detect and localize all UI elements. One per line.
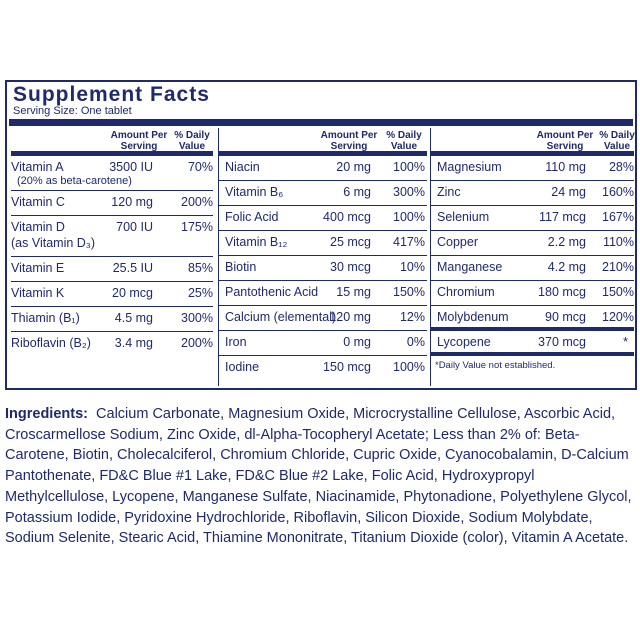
nutrient-row	[219, 156, 427, 181]
nutrient-row	[219, 231, 427, 256]
nutrient-row	[219, 331, 427, 356]
footnote: *Daily Value not established.	[435, 360, 556, 371]
nutrient-amount: 150 mcg	[323, 360, 371, 374]
dv-header: % Daily Value	[599, 130, 635, 152]
nutrient-row	[431, 231, 634, 256]
dv-header: % Daily Value	[386, 130, 422, 152]
nutrient-name: Vitamin B₆	[225, 185, 284, 199]
nutrient-dv: 70%	[187, 160, 213, 174]
nutrient-name: Lycopene	[437, 335, 491, 349]
nutrient-amount: 400 mcg	[323, 210, 371, 224]
ingredients-label: Ingredients:	[5, 406, 88, 422]
nutrient-name: Vitamin D	[11, 220, 65, 234]
nutrient-dv: 160%	[602, 185, 634, 199]
supplement-facts-panel	[5, 80, 637, 390]
nutrient-name: Folic Acid	[225, 210, 279, 224]
nutrient-row	[219, 306, 427, 331]
nutrient-amount: 24 mg	[551, 185, 586, 199]
nutrient-dv: 200%	[181, 336, 213, 350]
nutrient-name: Vitamin B₁₂	[225, 235, 288, 249]
nutrient-name: Niacin	[225, 160, 260, 174]
nutrient-row	[11, 307, 213, 332]
nutrient-name: Vitamin E	[11, 261, 65, 275]
nutrient-amount: 4.5 mg	[114, 311, 153, 325]
nutrient-amount: 25 mcg	[330, 235, 371, 249]
nutrient-row	[431, 181, 634, 206]
nutrient-note: (20% as beta-carotene)	[17, 175, 132, 187]
serving-size: Serving Size: One tablet	[13, 105, 132, 117]
nutrient-dv: 100%	[393, 210, 425, 224]
nutrient-row	[11, 257, 213, 282]
nutrient-name: Riboflavin (B₂)	[11, 336, 91, 350]
nutrient-amount: 117 mcg	[538, 210, 586, 224]
nutrient-amount: 180 mcg	[538, 285, 586, 299]
nutrient-row	[431, 306, 634, 331]
nutrient-dv: 100%	[393, 360, 425, 374]
dv-header: % Daily Value	[174, 130, 210, 152]
nutrient-row	[11, 282, 213, 307]
nutrient-amount: 120 mg	[111, 195, 153, 209]
nutrient-row	[11, 156, 213, 191]
nutrient-dv: 100%	[393, 160, 425, 174]
nutrient-dv: 25%	[187, 286, 213, 300]
nutrient-amount: 3500 IU	[109, 160, 153, 174]
column-header	[219, 128, 427, 156]
nutrient-dv: 10%	[399, 260, 425, 274]
nutrient-name: Selenium	[437, 210, 490, 224]
nutrient-dv: 28%	[608, 160, 634, 174]
nutrient-dv: 175%	[181, 220, 213, 234]
facts-column-3	[430, 128, 634, 386]
nutrient-name: Iron	[225, 335, 247, 349]
nutrient-row	[11, 332, 213, 357]
nutrient-row	[219, 206, 427, 231]
nutrient-dv: 12%	[399, 310, 425, 324]
nutrient-amount: 20 mg	[336, 160, 371, 174]
nutrient-dv: 110%	[602, 235, 634, 249]
nutrient-dv: 210%	[602, 260, 634, 274]
amount-header: Amount Per Serving	[536, 130, 594, 152]
nutrient-dv: 150%	[393, 285, 425, 299]
nutrient-amount: 6 mg	[343, 185, 371, 199]
nutrient-name: Vitamin C	[11, 195, 65, 209]
column-header	[11, 128, 213, 156]
nutrient-row	[431, 156, 634, 181]
nutrient-name: Pantothenic Acid	[225, 285, 319, 299]
nutrient-name: Magnesium	[437, 160, 502, 174]
nutrient-amount: 370 mcg	[538, 335, 586, 349]
nutrient-amount: 3.4 mg	[114, 336, 153, 350]
nutrient-name: Vitamin K	[11, 286, 65, 300]
nutrient-dv: 120%	[602, 310, 634, 324]
nutrient-amount: 120 mg	[329, 310, 371, 324]
nutrient-amount: 15 mg	[336, 285, 371, 299]
nutrient-row	[11, 191, 213, 216]
nutrient-name: Manganese	[437, 260, 503, 274]
facts-title: Supplement Facts	[13, 83, 210, 106]
nutrient-name: Zinc	[437, 185, 461, 199]
nutrient-amount: 25.5 IU	[112, 261, 153, 275]
facts-column-1	[11, 128, 213, 386]
nutrient-dv: 300%	[393, 185, 425, 199]
nutrient-name: Molybdenum	[437, 310, 509, 324]
nutrient-dv: 417%	[393, 235, 425, 249]
nutrient-amount: 90 mcg	[545, 310, 586, 324]
nutrient-amount: 4.2 mg	[547, 260, 586, 274]
nutrient-dv: 150%	[602, 285, 634, 299]
ingredients-text: Calcium Carbonate, Magnesium Oxide, Microcrystalline Cellulose, Ascorbic Acid, Croscarmellose Sodium, Zinc Oxide, dl-Alpha-Tocopheryl Acetate; Less than 2% of: Beta-Carotene, Biotin, Cholecalciferol, Chromium Chloride, Cupric Oxide, Cyanocobalamin, D-Calcium Pantothenate, FD&C Blue #1 Lake, FD&C Blue #2 Lake, Folic Acid, Hydroxypropyl Methylcellulose, Lycopene, Manganese Sulfate, Niacinamide, Phytonadione, Polyethylene Glycol, Potassium Iodide, Pyridoxine Hydrochloride, Riboflavin, Silicon Dioxide, Sodium Molybdate, Sodium Selenite, Stearic Acid, Thiamine Mononitrate, Titanium Dioxide (color), Vitamin A Acetate.	[5, 406, 632, 547]
nutrient-amount: 700 IU	[116, 220, 153, 234]
nutrient-row	[431, 206, 634, 231]
nutrient-note: (as Vitamin D₃)	[11, 236, 96, 250]
nutrient-row	[431, 281, 634, 306]
nutrient-amount: 0 mg	[343, 335, 371, 349]
nutrient-row	[11, 216, 213, 257]
column-header	[431, 128, 634, 156]
nutrient-row	[219, 281, 427, 306]
nutrient-row	[219, 181, 427, 206]
nutrient-amount: 2.2 mg	[547, 235, 586, 249]
amount-header: Amount Per Serving	[320, 130, 378, 152]
nutrient-dv: 167%	[602, 210, 634, 224]
nutrient-dv: 85%	[187, 261, 213, 275]
nutrient-name: Iodine	[225, 360, 260, 374]
facts-column-2	[218, 128, 427, 386]
nutrient-amount: 20 mcg	[112, 286, 153, 300]
nutrient-dv: 200%	[181, 195, 213, 209]
top-rule	[9, 119, 633, 126]
nutrient-amount: 30 mcg	[330, 260, 371, 274]
nutrient-name: Biotin	[225, 260, 257, 274]
amount-header: Amount Per Serving	[110, 130, 168, 152]
nutrient-row	[431, 331, 634, 356]
nutrient-row	[219, 256, 427, 281]
nutrient-name: Chromium	[437, 285, 495, 299]
nutrient-row	[431, 256, 634, 281]
nutrient-name: Copper	[437, 235, 478, 249]
nutrient-name: Thiamin (B₁)	[11, 311, 80, 325]
ingredients-block	[5, 404, 635, 549]
nutrient-dv: *	[623, 335, 628, 349]
nutrient-name: Vitamin A	[11, 160, 64, 174]
nutrient-name: Calcium (elemental)	[225, 310, 337, 324]
nutrient-dv: 300%	[181, 311, 213, 325]
nutrient-dv: 0%	[406, 335, 425, 349]
nutrient-amount: 110 mg	[545, 160, 586, 174]
nutrient-row	[219, 356, 427, 381]
